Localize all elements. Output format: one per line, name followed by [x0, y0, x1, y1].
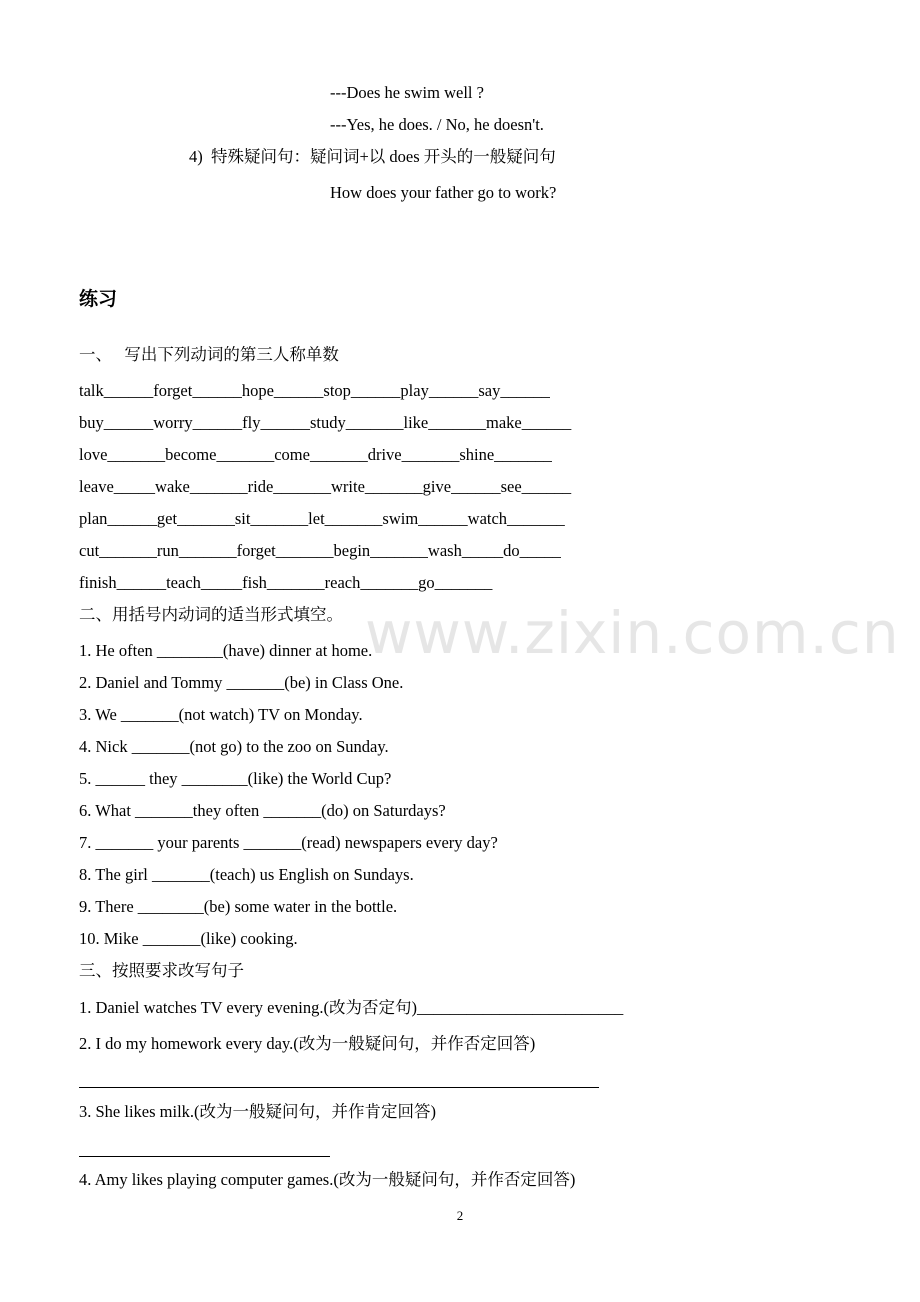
- answer-blank-line: [79, 1087, 599, 1088]
- verb-row: cut_______run_______forget_______begin_______wash_____do_____: [79, 541, 561, 560]
- example-special-question: How does your father go to work?: [330, 183, 557, 202]
- fill-blank-item: 10. Mike _______(like) cooking.: [79, 929, 298, 948]
- section2-title: 二、用括号内动词的适当形式填空。: [79, 605, 343, 624]
- verb-row: leave_____wake_______ride_______write_______give______see______: [79, 477, 572, 496]
- example-answer: ---Yes, he does. / No, he doesn't.: [330, 115, 544, 134]
- fill-blank-item: 6. What _______they often _______(do) on Saturdays?: [79, 801, 446, 820]
- rewrite-item: 1. Daniel watches TV every evening.(改为否定句)_________________________: [79, 998, 624, 1017]
- example-question: ---Does he swim well ?: [330, 83, 484, 102]
- section1-title: 一、 写出下列动词的第三人称单数: [79, 345, 339, 364]
- watermark: www.zixin.com.cn: [365, 599, 900, 667]
- rewrite-item: 3. She likes milk.(改为一般疑问句，并作肯定回答): [79, 1102, 437, 1121]
- verb-row: plan______get_______sit_______let_______swim______watch_______: [79, 509, 565, 528]
- section3-title: 三、按照要求改写句子: [79, 961, 244, 980]
- rule-special-question: 4) 特殊疑问句：疑问词+以 does 开头的一般疑问句: [189, 147, 556, 166]
- fill-blank-item: 4. Nick _______(not go) to the zoo on Sunday.: [79, 737, 389, 756]
- fill-blank-item: 3. We _______(not watch) TV on Monday.: [79, 705, 363, 724]
- fill-blank-item: 9. There ________(be) some water in the bottle.: [79, 897, 398, 916]
- fill-blank-item: 2. Daniel and Tommy _______(be) in Class One.: [79, 673, 404, 692]
- rewrite-item: 4. Amy likes playing computer games.(改为一般疑问句，并作否定回答): [79, 1170, 576, 1189]
- verb-row: finish______teach_____fish_______reach_______go_______: [79, 573, 493, 592]
- verb-row: buy______worry______fly______study_______like_______make______: [79, 413, 572, 432]
- exercise-heading: 练习: [79, 288, 118, 310]
- page-number: 2: [456, 1208, 464, 1223]
- fill-blank-item: 7. _______ your parents _______(read) newspapers every day?: [79, 833, 498, 852]
- fill-blank-item: 8. The girl _______(teach) us English on Sundays.: [79, 865, 414, 884]
- fill-blank-item: 5. ______ they ________(like) the World Cup?: [79, 769, 392, 788]
- verb-row: talk______forget______hope______stop______play______say______: [79, 381, 550, 400]
- fill-blank-item: 1. He often ________(have) dinner at home.: [79, 641, 373, 660]
- verb-row: love_______become_______come_______drive_______shine_______: [79, 445, 552, 464]
- answer-blank-line: [79, 1156, 330, 1157]
- rewrite-item: 2. I do my homework every day.(改为一般疑问句，并作否定回答): [79, 1034, 536, 1053]
